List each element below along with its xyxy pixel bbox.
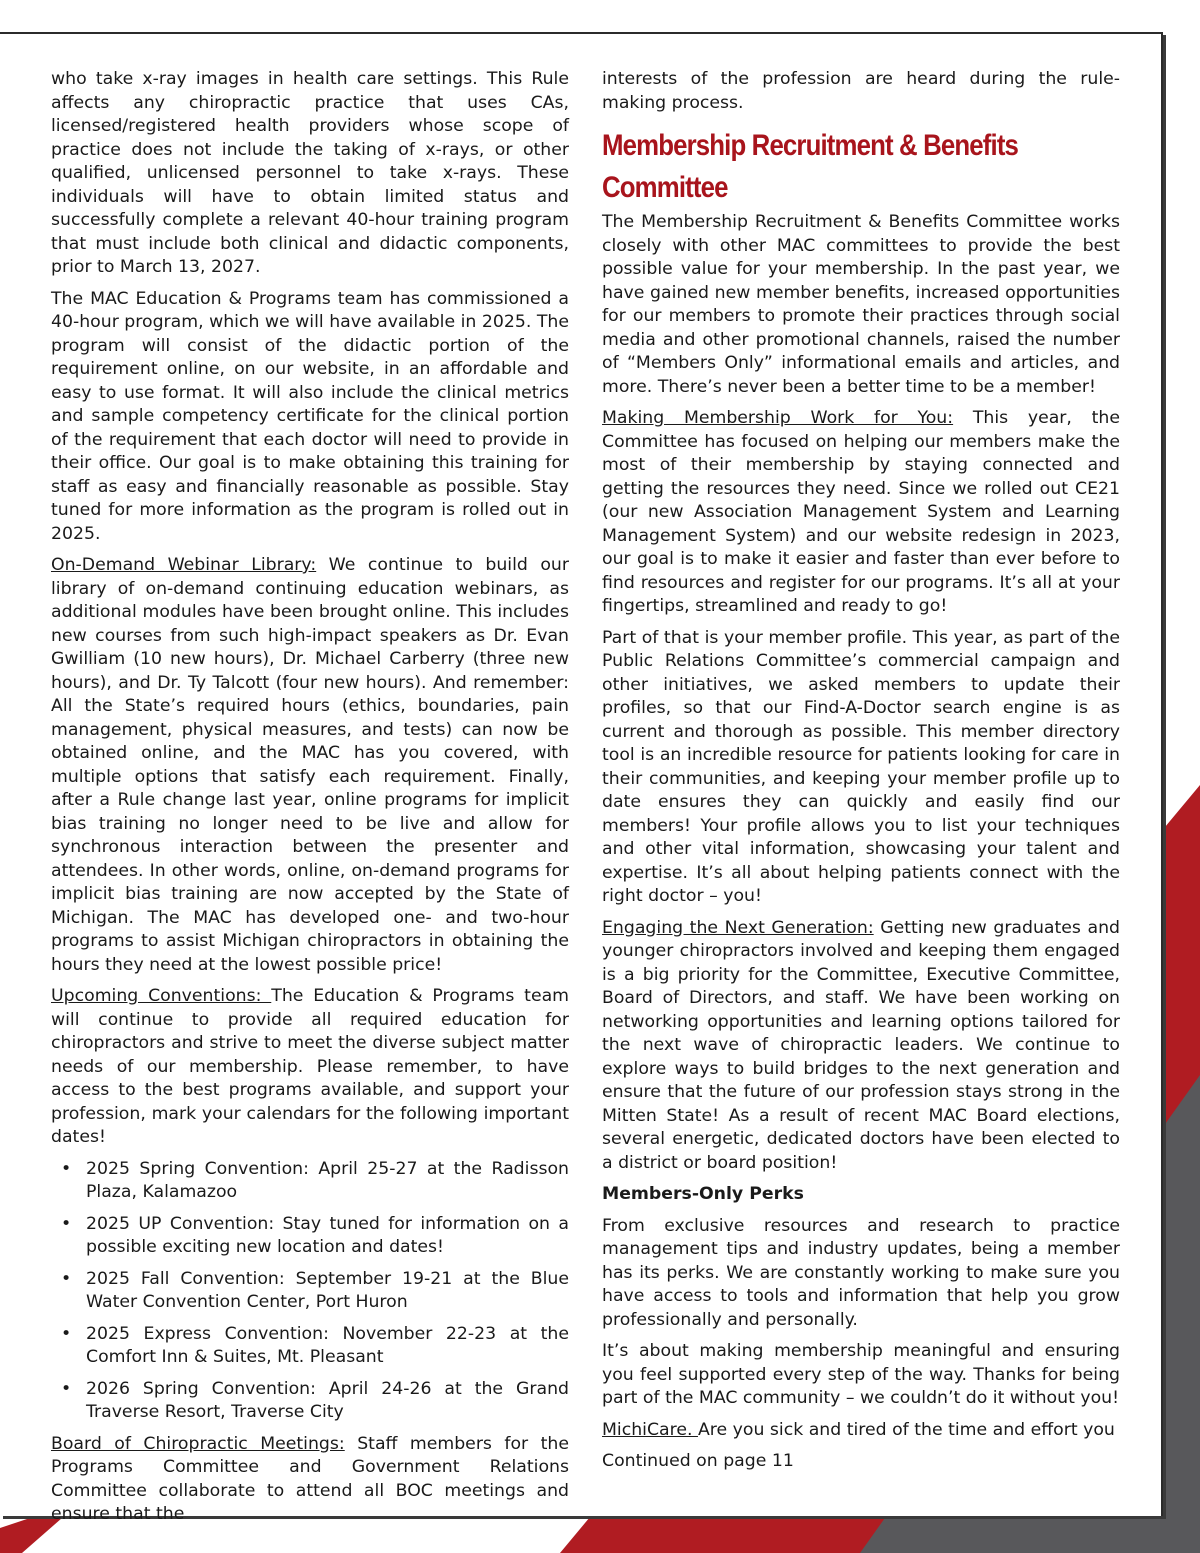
upcoming-conventions-label: Upcoming Conventions: <box>51 986 272 1006</box>
michicare-paragraph <box>602 1419 1120 1443</box>
convention-text: 2025 UP Convention: Stay tuned for information on a possible exciting new location and dates! <box>86 1213 569 1257</box>
next-generation-paragraph <box>602 917 1120 1176</box>
making-membership-label: Making Membership Work for You: <box>602 408 954 428</box>
next-generation-text: Getting new graduates and younger chiropractors involved and keeping them engaged is a big priority for the Committee, Executive Committee, Board of Directors, and staff. We have been working on networking opportunities and learning options tailored for the next wave of chiropractic leaders. We continue to explore ways to build bridges to the next generation and ensure that the future of our profession stays strong in the Mitten State! As a result of recent MAC Board elections, several energetic, dedicated doctors have been elected to a district or board position! <box>602 917 1121 1173</box>
list-item <box>51 1213 569 1260</box>
convention-text: 2025 Express Convention: November 22-23 at the Comfort Inn & Suites, Mt. Pleasant <box>86 1323 569 1367</box>
continued-on-page: Continued on page 11 <box>602 1451 794 1471</box>
next-generation-label: Engaging the Next Generation: <box>602 917 874 938</box>
list-item <box>51 1378 569 1425</box>
left-column <box>51 68 569 1535</box>
convention-list <box>51 1158 569 1425</box>
list-item <box>51 1158 569 1205</box>
webinar-library-label: On-Demand Webinar Library: <box>51 555 317 575</box>
list-item <box>51 1323 569 1370</box>
committee-intro-paragraph: The Membership Recruitment & Benefits Committee works closely with other MAC committees to provide the best possible value for your membership. In the past year, we have gained new member benefits, increased opportunities for our members to promote their practices through social media and other promotional channels, raised the number of “Members Only” informational emails and articles, and more. There’s never been a better time to be a member! <box>602 212 1120 397</box>
convention-text: 2025 Fall Convention: September 19-21 at the Blue Water Convention Center, Port Huron <box>86 1268 569 1312</box>
page-panel <box>0 32 1163 1524</box>
bullet-icon: • <box>61 1378 72 1399</box>
right-column <box>602 68 1120 1482</box>
board-meetings-paragraph <box>51 1433 569 1527</box>
convention-text: 2025 Spring Convention: April 25-27 at the Radisson Plaza, Kalamazoo <box>86 1158 569 1202</box>
michicare-label: MichiCare. <box>602 1419 698 1440</box>
member-profile-paragraph: Part of that is your member profile. This year, as part of the Public Relations Committee’s commercial campaign and other initiatives, we asked members to update their profiles, so that our Find-A-Doctor search engine is as current and thorough as possible. This member directory tool is an incredible resource for patients looking for care in their communities, and keeping your member profile up to date ensures they can quickly and easily find our members! Your profile allows you to list your techniques and other vital information, showcasing your talent and expertise. It’s all about helping patients connect with the right doctor – you! <box>602 627 1120 906</box>
webinar-library-text: We continue to build our library of on-demand continuing education webinars, as additional modules have been brought online. This includes new courses from such high-impact speakers as Dr. Evan Gwilliam (10 new hours), Dr. Michael Carberry (three new hours), and Dr. Ty Talcott (four new hours). And remember: All the State’s required hours (ethics, boundaries, pain management, physical measures, and tests) can now be obtained online, and the MAC has you covered, with multiple options that satisfy each requirement. Finally, after a Rule change last year, online programs for implicit bias training no longer need to be live and allow for synchronous interaction between the presenter and attendees. In other words, online, on-demand programs for implicit bias training are now accepted by the State of Michigan. The MAC has developed one- and two-hour programs to assist Michigan chiropractors in obtaining the hours they need at the lowest possible price! <box>51 555 569 975</box>
members-only-perks-heading: Members-Only Perks <box>602 1184 804 1204</box>
perks-paragraph: From exclusive resources and research to practice management tips and industry updates, being a member has its perks. We are constantly working to make sure you have access to tools and information that help you grow professionally and personally. <box>602 1215 1120 1330</box>
board-meetings-label: Board of Chiropractic Meetings: <box>51 1433 345 1454</box>
making-membership-paragraph <box>602 407 1120 619</box>
bullet-icon: • <box>61 1213 72 1234</box>
making-membership-text: This year, the Committee has focused on helping our members make the most of their membership by staying connected and getting the resources they need. Since we rolled out CE21 (our new Association Management System and Learning Management System) and our website redesign in 2023, our goal is to make it easier and faster than ever before to find resources and register for our programs. It’s all at your fingertips, streamlined and ready to go! <box>602 408 1120 616</box>
education-program-paragraph: The MAC Education & Programs team has commissioned a 40-hour program, which we will have available in 2025. The program will consist of the didactic portion of the requirement online, on our website, in an affordable and easy to use format. It will also include the clinical metrics and sample competency certificate for the clinical portion of the requirement that each doctor will need to provide in their office. Our goal is to make obtaining this training for staff as easy and financially reasonable as possible. Stay tuned for more information as the program is rolled out in 2025. <box>51 288 569 544</box>
bullet-icon: • <box>61 1323 72 1344</box>
upcoming-conventions-text: The Education & Programs team will continue to provide all required education for chiropractors and strive to meet the diverse subject matter needs of our membership. Please remember, to have access to the best programs available, and support your profession, mark your calendars for the following important dates! <box>51 986 570 1147</box>
upcoming-conventions-paragraph <box>51 985 569 1150</box>
bullet-icon: • <box>61 1268 72 1289</box>
xray-rule-paragraph: who take x-ray images in health care settings. This Rule affects any chiropractic practice that uses CAs, licensed/registered health providers whose scope of practice does not include the taking of x-rays, or other qualified, unlicensed personnel to take x-rays. These individuals will have to obtain limited status and successfully complete a relevant 40-hour training program that must include both clinical and didactic components, prior to March 13, 2027. <box>51 69 569 277</box>
section-heading: Membership Recruitment & Benefits Committee <box>602 129 1019 204</box>
rule-making-paragraph: interests of the profession are heard during the rule-making process. <box>602 69 1120 113</box>
bullet-icon: • <box>61 1158 72 1179</box>
michicare-text: Are you sick and tired of the time and effort you <box>697 1419 1115 1440</box>
list-item <box>51 1268 569 1315</box>
convention-text: 2026 Spring Convention: April 24-26 at the Grand Traverse Resort, Traverse City <box>86 1378 569 1422</box>
webinar-library-paragraph <box>51 554 569 977</box>
community-paragraph: It’s about making membership meaningful and ensuring you feel supported every step of the way. Thanks for being part of the MAC community – we couldn’t do it without you! <box>602 1341 1120 1408</box>
board-meetings-text: Staff members for the Programs Committee and Government Relations Committee collaborate to attend all BOC meetings and ensure that the <box>51 1433 569 1524</box>
